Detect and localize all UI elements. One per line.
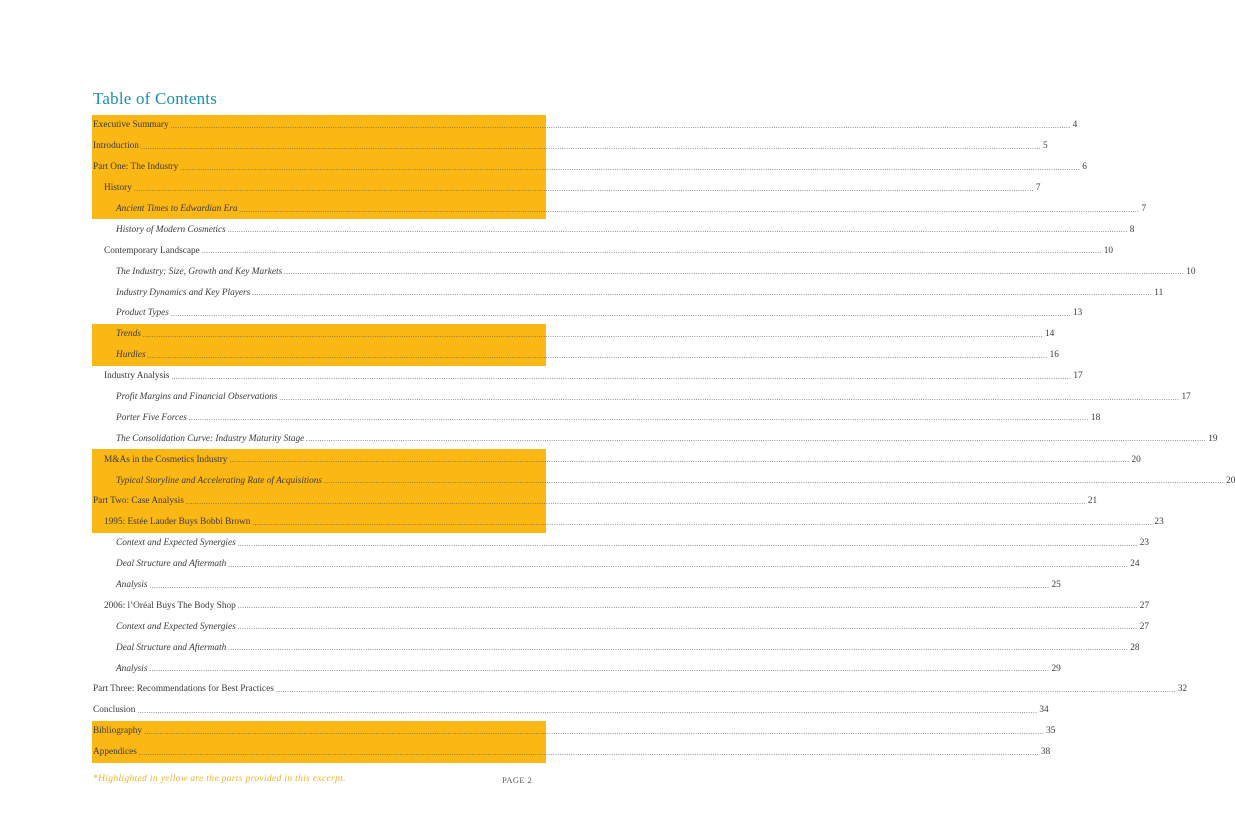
dot-leader: ................................................................................................................................................................................................................................................................................................................................................................................................................ <box>239 205 1140 214</box>
dot-leader: ................................................................................................................................................................................................................................................................................................................................................................................................................ <box>252 518 1153 527</box>
toc-entry[interactable] <box>92 199 1147 220</box>
toc-entry-label: Industry Analysis <box>104 371 170 382</box>
toc-entry-label: Trends <box>116 329 141 340</box>
dot-leader: ................................................................................................................................................................................................................................................................................................................................................................................................................ <box>227 226 1128 235</box>
table-of-contents <box>92 115 1235 763</box>
toc-entry-page: 20 <box>1226 475 1235 486</box>
toc-entry-label: Ancient Times to Edwardian Era <box>116 204 238 214</box>
toc-entry-page: 14 <box>1044 329 1055 340</box>
dot-leader: ................................................................................................................................................................................................................................................................................................................................................................................................................ <box>180 163 1081 172</box>
dot-leader: ................................................................................................................................................................................................................................................................................................................................................................................................................ <box>237 602 1138 611</box>
toc-entry-page: 34 <box>1039 705 1049 716</box>
toc-entry[interactable] <box>92 616 1149 637</box>
toc-entry-page: 4 <box>1072 120 1078 131</box>
toc-entry[interactable] <box>92 470 1235 491</box>
toc-entry[interactable] <box>92 240 1114 261</box>
toc-entry[interactable] <box>92 366 1083 387</box>
toc-entry-page: 10 <box>1103 245 1114 256</box>
footer-note: *Highlighted in yellow are the parts provided in this excerpt. <box>93 773 346 784</box>
toc-entry[interactable] <box>92 700 1049 721</box>
toc-entry[interactable] <box>92 679 1188 700</box>
toc-entry-label: Executive Summary <box>93 120 169 131</box>
toc-entry-page: 8 <box>1129 224 1135 235</box>
toc-entry-page: 7 <box>1035 183 1041 194</box>
toc-entry-label: Deal Structure and Aftermath <box>116 559 227 570</box>
dot-leader: ................................................................................................................................................................................................................................................................................................................................................................................................................ <box>138 748 1039 757</box>
toc-entry-page: 7 <box>1141 204 1147 214</box>
toc-entry-page: 19 <box>1208 433 1218 444</box>
dot-leader: ................................................................................................................................................................................................................................................................................................................................................................................................................ <box>237 623 1138 632</box>
toc-entry[interactable] <box>92 324 1055 345</box>
toc-entry-page: 27 <box>1139 621 1149 632</box>
dot-leader: ................................................................................................................................................................................................................................................................................................................................................................................................................ <box>170 309 1071 318</box>
toc-entry-label: Porter Five Forces <box>116 412 187 423</box>
toc-entry[interactable] <box>92 742 1051 763</box>
dot-leader: ................................................................................................................................................................................................................................................................................................................................................................................................................ <box>140 142 1041 151</box>
toc-entry-label: Introduction <box>93 141 139 152</box>
toc-entry-page: 20 <box>1131 454 1141 465</box>
toc-entry[interactable] <box>92 658 1061 679</box>
dot-leader: ................................................................................................................................................................................................................................................................................................................................................................................................................ <box>133 184 1034 193</box>
dot-leader: ................................................................................................................................................................................................................................................................................................................................................................................................................ <box>170 121 1071 130</box>
dot-leader: ................................................................................................................................................................................................................................................................................................................................................................................................................ <box>324 477 1225 486</box>
toc-entry-page: 10 <box>1186 266 1196 277</box>
toc-entry-label: Industry Dynamics and Key Players <box>116 287 251 298</box>
toc-entry-page: 13 <box>1072 308 1083 319</box>
toc-entry[interactable] <box>92 449 1141 470</box>
toc-entry[interactable] <box>92 115 1078 136</box>
dot-leader: ................................................................................................................................................................................................................................................................................................................................................................................................................ <box>144 727 1045 736</box>
toc-entry-label: Context and Expected Synergies <box>116 538 236 549</box>
toc-entry-page: 17 <box>1073 371 1083 382</box>
toc-entry-page: 11 <box>1154 287 1164 298</box>
dot-leader: ................................................................................................................................................................................................................................................................................................................................................................................................................ <box>185 497 1086 506</box>
toc-entry-label: Contemporary Landscape <box>104 245 200 256</box>
toc-entry-label: Part Two: Case Analysis <box>93 496 184 507</box>
page-number: PAGE 2 <box>502 775 533 785</box>
toc-entry-page: 18 <box>1090 412 1101 423</box>
dot-leader: ................................................................................................................................................................................................................................................................................................................................................................................................................ <box>147 351 1048 360</box>
toc-entry-page: 23 <box>1154 517 1164 528</box>
toc-entry[interactable] <box>92 554 1140 575</box>
toc-entry[interactable] <box>92 303 1083 324</box>
dot-leader: ................................................................................................................................................................................................................................................................................................................................................................................................................ <box>279 393 1180 402</box>
toc-entry-page: 25 <box>1051 580 1061 591</box>
toc-entry-label: Conclusion <box>93 705 136 716</box>
toc-entry[interactable] <box>92 387 1191 408</box>
toc-entry-page: 24 <box>1130 559 1140 570</box>
dot-leader: ................................................................................................................................................................................................................................................................................................................................................................................................................ <box>284 268 1185 277</box>
toc-entry-page: 5 <box>1042 141 1048 152</box>
toc-entry-page: 21 <box>1087 496 1098 507</box>
toc-entry[interactable] <box>92 428 1218 449</box>
toc-entry[interactable] <box>92 575 1061 596</box>
toc-entry-label: The Industry: Size, Growth and Key Markets <box>116 266 283 277</box>
toc-entry-label: Profit Margins and Financial Observations <box>116 392 278 403</box>
toc-entry-page: 27 <box>1139 600 1150 611</box>
toc-entry-label: M&As in the Cosmetics Industry <box>104 454 228 465</box>
toc-entry-page: 28 <box>1130 642 1140 653</box>
toc-entry[interactable] <box>92 261 1196 282</box>
toc-entry[interactable] <box>92 491 1098 512</box>
dot-leader: ................................................................................................................................................................................................................................................................................................................................................................................................................ <box>237 539 1138 548</box>
dot-leader: ................................................................................................................................................................................................................................................................................................................................................................................................................ <box>149 665 1050 674</box>
toc-entry-label: The Consolidation Curve: Industry Maturity Stage <box>116 433 305 444</box>
toc-entry[interactable] <box>92 136 1048 157</box>
toc-entry-label: History <box>104 183 132 194</box>
toc-entry[interactable] <box>92 282 1164 303</box>
toc-entry-label: Part One: The Industry <box>93 162 179 173</box>
toc-entry-label: 2006: l’Oréal Buys The Body Shop <box>104 600 236 611</box>
toc-entry-label: Context and Expected Synergies <box>116 621 236 632</box>
dot-leader: ................................................................................................................................................................................................................................................................................................................................................................................................................ <box>252 289 1153 298</box>
toc-entry-page: 35 <box>1046 726 1056 737</box>
dot-leader: ................................................................................................................................................................................................................................................................................................................................................................................................................ <box>149 581 1050 590</box>
toc-entry-label: Analysis <box>116 663 148 674</box>
toc-entry[interactable] <box>92 512 1164 533</box>
toc-entry-page: 6 <box>1082 162 1087 173</box>
toc-entry[interactable] <box>92 533 1149 554</box>
toc-entry-label: History of Modern Cosmetics <box>116 224 226 235</box>
toc-entry[interactable] <box>92 345 1059 366</box>
toc-entry-page: 38 <box>1040 747 1051 758</box>
dot-leader: ................................................................................................................................................................................................................................................................................................................................................................................................................ <box>142 330 1043 339</box>
toc-entry[interactable] <box>92 219 1135 240</box>
toc-entry-page: 17 <box>1181 392 1191 403</box>
dot-leader: ................................................................................................................................................................................................................................................................................................................................................................................................................ <box>306 435 1207 444</box>
toc-entry-page: 32 <box>1177 684 1188 695</box>
toc-entry-label: Product Types <box>116 308 169 319</box>
toc-entry-page: 16 <box>1049 350 1059 361</box>
toc-entry-label: Deal Structure and Aftermath <box>116 642 227 653</box>
dot-leader: ................................................................................................................................................................................................................................................................................................................................................................................................................ <box>137 706 1038 715</box>
dot-leader: ................................................................................................................................................................................................................................................................................................................................................................................................................ <box>275 685 1176 694</box>
page-title: Table of Contents <box>93 89 218 108</box>
toc-entry-label: Typical Storyline and Accelerating Rate of Acquisitions <box>116 475 323 486</box>
toc-entry-label: Bibliography <box>93 726 143 737</box>
toc-entry-label: Hurdles <box>116 350 146 361</box>
toc-entry-label: Appendices <box>93 747 137 758</box>
toc-entry[interactable] <box>92 407 1101 428</box>
toc-entry-label: Analysis <box>116 580 148 591</box>
toc-entry-page: 29 <box>1051 663 1061 674</box>
dot-leader: ................................................................................................................................................................................................................................................................................................................................................................................................................ <box>188 414 1089 423</box>
toc-entry[interactable] <box>92 178 1041 199</box>
toc-entry[interactable] <box>92 637 1140 658</box>
dot-leader: ................................................................................................................................................................................................................................................................................................................................................................................................................ <box>201 247 1102 256</box>
toc-entry[interactable] <box>92 721 1056 742</box>
dot-leader: ................................................................................................................................................................................................................................................................................................................................................................................................................ <box>228 560 1129 569</box>
dot-leader: ................................................................................................................................................................................................................................................................................................................................................................................................................ <box>171 372 1072 381</box>
dot-leader: ................................................................................................................................................................................................................................................................................................................................................................................................................ <box>228 644 1129 653</box>
toc-entry-page: 23 <box>1139 538 1149 549</box>
toc-entry[interactable] <box>92 595 1150 616</box>
dot-leader: ................................................................................................................................................................................................................................................................................................................................................................................................................ <box>229 456 1130 465</box>
toc-entry-label: Part Three: Recommendations for Best Practices <box>93 684 274 695</box>
toc-entry-label: 1995: Estée Lauder Buys Bobbi Brown <box>104 517 251 528</box>
toc-entry[interactable] <box>92 157 1087 178</box>
